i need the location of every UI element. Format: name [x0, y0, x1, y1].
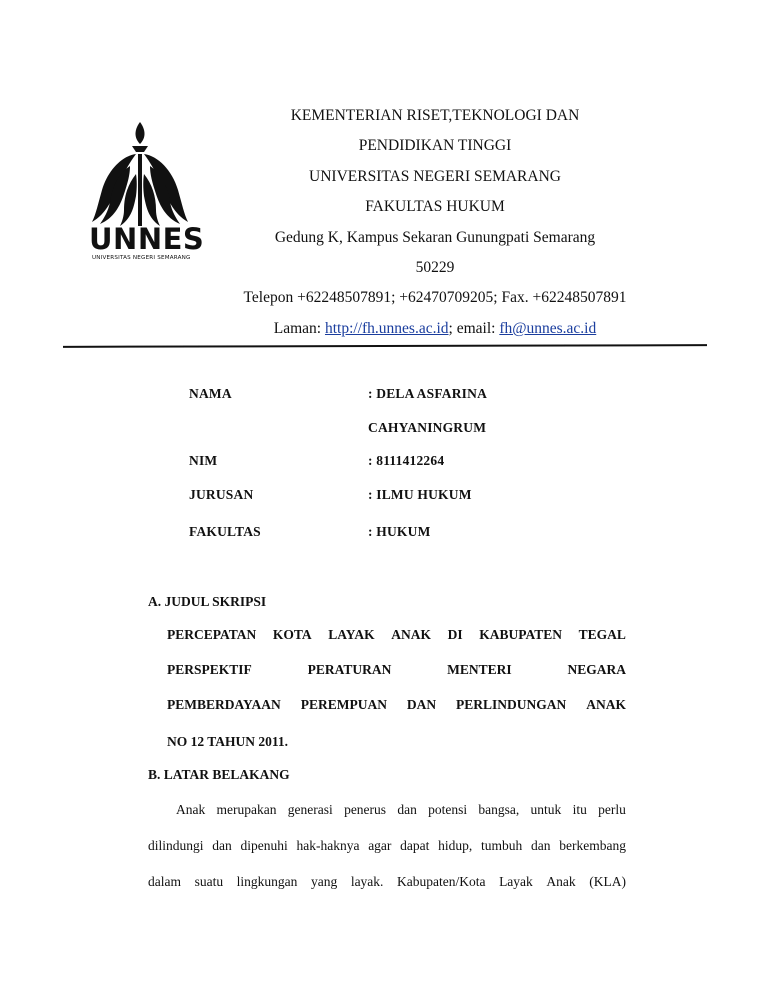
word: dan: [397, 802, 417, 817]
word: PERSPEKTIF: [167, 662, 252, 677]
word: generasi: [287, 802, 333, 817]
address-line: Gedung K, Kampus Sekaran Gunungpati Semarang: [274, 229, 596, 246]
word: Anak: [176, 802, 206, 817]
paragraph-line: [148, 874, 626, 890]
word: agar: [368, 838, 392, 853]
word: bangsa,: [478, 802, 520, 817]
word: dalam: [148, 874, 181, 889]
word: PERCEPATAN: [167, 627, 257, 642]
website-link[interactable]: http://fh.unnes.ac.id: [324, 320, 449, 337]
logo-wordmark: UNNES: [89, 222, 205, 256]
word: ANAK: [391, 627, 431, 642]
word: LAYAK: [328, 627, 375, 642]
word: potensi: [428, 802, 468, 817]
word: dapat: [400, 838, 430, 853]
word: merupakan: [216, 802, 277, 817]
postal-code: 50229: [415, 259, 455, 276]
word: KOTA: [272, 627, 312, 642]
word: dan: [212, 838, 232, 853]
word: penerus: [344, 802, 387, 817]
nama-label: NAMA: [189, 386, 232, 401]
word: NEGARA: [567, 662, 626, 677]
word: (KLA): [589, 874, 626, 889]
word: hak-haknya: [296, 838, 360, 853]
paragraph-line: [148, 838, 626, 854]
word: PERLINDUNGAN: [456, 697, 567, 712]
word: itu: [572, 802, 587, 817]
word: dan: [531, 838, 551, 853]
word: Anak: [546, 874, 576, 889]
fakultas-value: : HUKUM: [368, 524, 431, 539]
word: ANAK: [586, 697, 626, 712]
letterhead-divider: [63, 344, 707, 348]
word: layak.: [350, 874, 384, 889]
paragraph-line: [176, 802, 626, 818]
faculty-name: FAKULTAS HUKUM: [365, 198, 505, 215]
thesis-title-line: [167, 627, 626, 643]
jurusan-label: JURUSAN: [189, 487, 254, 502]
word: dilindungi: [148, 838, 204, 853]
word: tumbuh: [481, 838, 523, 853]
word: berkembang: [559, 838, 626, 853]
ministry-name-line1: KEMENTERIAN RISET,TEKNOLOGI DAN: [290, 107, 580, 124]
logo-subtext: UNIVERSITAS NEGERI SEMARANG: [92, 255, 191, 261]
word: DAN: [406, 697, 437, 712]
thesis-title-last-line: NO 12 TAHUN 2011.: [167, 734, 289, 749]
word: TEGAL: [578, 627, 626, 642]
word: PEREMPUAN: [300, 697, 387, 712]
nama-value-line2: CAHYANINGRUM: [368, 420, 487, 435]
word: DI: [447, 627, 463, 642]
fakultas-label: FAKULTAS: [189, 524, 261, 539]
contact-line: [150, 320, 720, 338]
thesis-title-line: [167, 662, 626, 678]
word: Layak: [499, 874, 533, 889]
section-a-heading: A. JUDUL SKRIPSI: [148, 594, 267, 609]
word: perlu: [598, 802, 626, 817]
word: lingkungan: [236, 874, 298, 889]
laman-label: Laman:: [273, 320, 325, 337]
section-b-heading: B. LATAR BELAKANG: [148, 767, 290, 782]
nim-value: : 8111412264: [368, 453, 445, 468]
word: Kabupaten/Kota: [397, 874, 486, 889]
word: suatu: [194, 874, 224, 889]
word: MENTERI: [447, 662, 512, 677]
word: PEMBERDAYAAN: [167, 697, 281, 712]
word: PERATURAN: [307, 662, 392, 677]
ministry-name-line2: PENDIDIKAN TINGGI: [358, 137, 512, 154]
word: dipenuhi: [240, 838, 288, 853]
nim-label: NIM: [189, 453, 218, 468]
word: hidup,: [438, 838, 473, 853]
word: KABUPATEN: [479, 627, 563, 642]
email-label: ; email:: [448, 320, 500, 337]
nama-value: : DELA ASFARINA: [368, 386, 488, 401]
email-link[interactable]: fh@unnes.ac.id: [499, 320, 597, 337]
jurusan-value: : ILMU HUKUM: [368, 487, 472, 502]
university-name: UNIVERSITAS NEGERI SEMARANG: [309, 168, 561, 185]
word: untuk: [530, 802, 562, 817]
word: yang: [310, 874, 338, 889]
phone-fax-line: Telepon +62248507891; +62470709205; Fax. +62248507891: [243, 289, 627, 306]
thesis-title-line: [167, 697, 626, 713]
